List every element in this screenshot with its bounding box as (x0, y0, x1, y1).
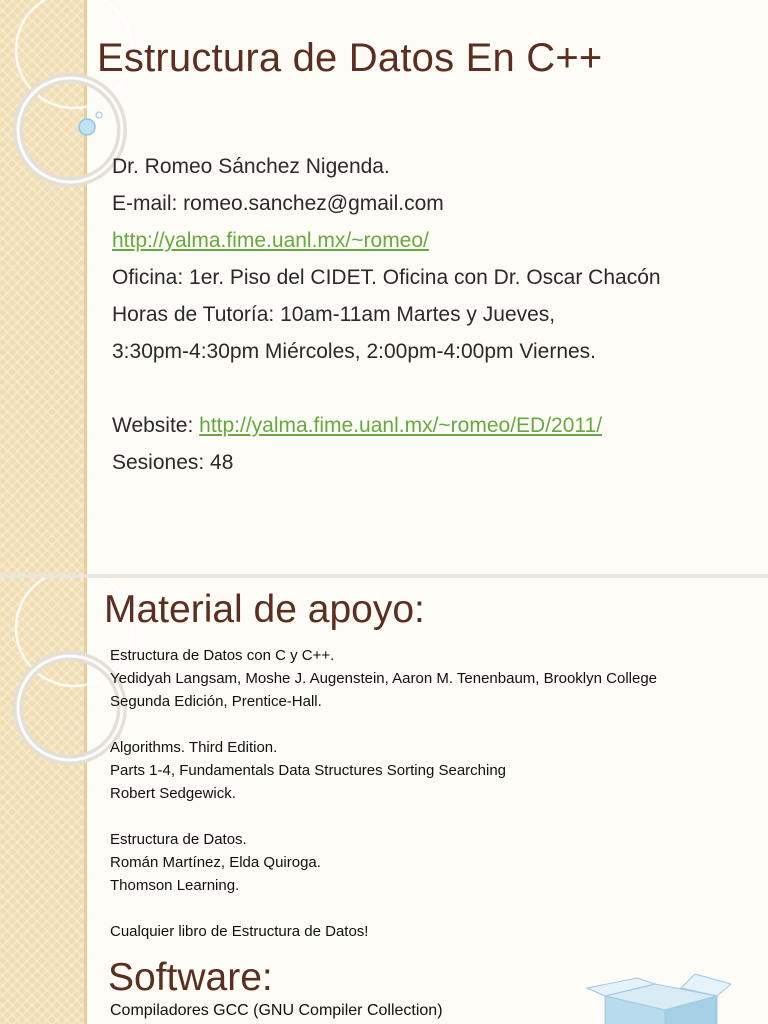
book-3-publisher: Thomson Learning. (110, 877, 240, 894)
email-line: E-mail: romeo.sanchez@gmail.com (112, 192, 444, 215)
homepage-link[interactable]: http://yalma.fime.uanl.mx/~romeo/ (112, 229, 429, 252)
book-1-title: Estructura de Datos con C y C++. (110, 647, 335, 664)
book-1-authors: Yedidyah Langsam, Moshe J. Augenstein, Aaron M. Tenenbaum, Brooklyn College (110, 670, 658, 687)
tutoring-hours-line: Horas de Tutoría: 10am-11am Martes y Jueves, (112, 303, 556, 326)
tutoring-hours-line-2: 3:30pm-4:30pm Miércoles, 2:00pm-4:00pm Viernes. (112, 340, 597, 363)
reference-list (110, 644, 657, 943)
sessions-line: Sesiones: 48 (112, 451, 234, 474)
slide-2 (0, 578, 768, 1024)
instructor-name: Dr. Romeo Sánchez Nigenda. (112, 155, 390, 178)
book-3-authors: Román Martínez, Elda Quiroga. (110, 854, 321, 871)
office-line: Oficina: 1er. Piso del CIDET. Oficina con Dr. Oscar Chacón (112, 266, 661, 289)
website-link[interactable]: http://yalma.fime.uanl.mx/~romeo/ED/2011/ (199, 414, 603, 437)
contact-info (112, 148, 661, 481)
software-item: Compiladores GCC (GNU Compiler Collection) (110, 1002, 443, 1019)
open-box-icon (585, 974, 735, 1024)
support-material-heading: Material de apoyo: (104, 588, 425, 631)
website-line (112, 407, 661, 444)
software-heading: Software: (108, 956, 273, 999)
any-book-note: Cualquier libro de Estructura de Datos! (110, 923, 369, 940)
slide-title: Estructura de Datos En C++ (97, 36, 603, 80)
book-2-parts: Parts 1-4, Fundamentals Data Structures Sorting Searching (110, 762, 507, 779)
book-1-edition: Segunda Edición, Prentice-Hall. (110, 693, 322, 710)
book-2-title: Algorithms. Third Edition. (110, 739, 278, 756)
website-label: Website: (112, 414, 200, 437)
book-2-author: Robert Sedgewick. (110, 785, 236, 802)
book-3-title: Estructura de Datos. (110, 831, 247, 848)
